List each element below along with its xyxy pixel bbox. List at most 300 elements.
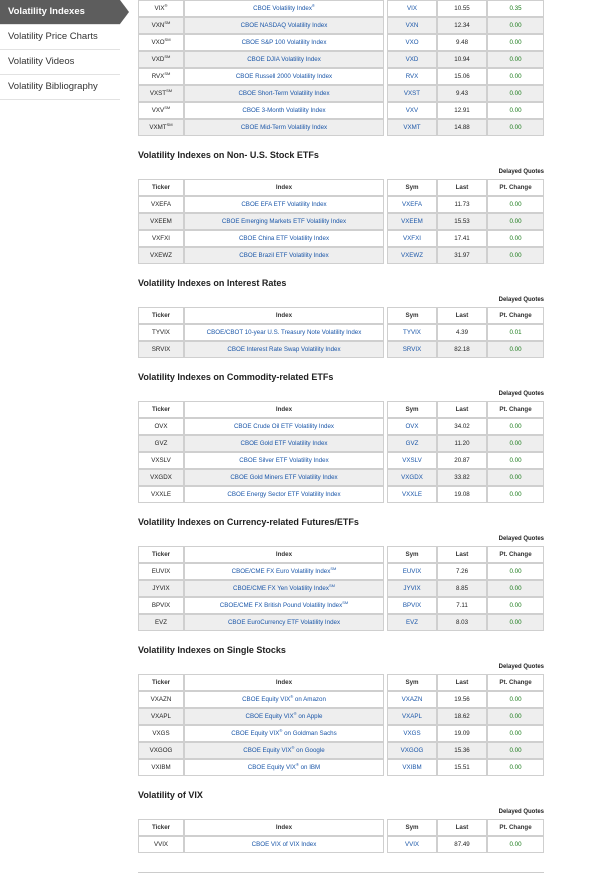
index-name: CBOE China ETF Volatility Index [238, 235, 330, 242]
point-change: 0.00 [487, 102, 544, 119]
ticker-text: TYVIX [152, 329, 170, 336]
index-link[interactable] [184, 435, 384, 452]
point-change: 0.00 [487, 759, 544, 776]
sidebar-item-volatility-bibliography[interactable]: Volatility Bibliography [0, 75, 120, 100]
table-row [138, 213, 544, 230]
col-ticker-header: Ticker [138, 819, 184, 836]
section-table [138, 819, 544, 853]
trademark-mark: ® [311, 2, 315, 8]
trademark-mark: ® [279, 727, 283, 733]
ticker-text: VXMT [149, 124, 167, 131]
index-link[interactable] [184, 486, 384, 503]
table-row [138, 597, 544, 614]
section-title: Volatility Indexes on Non- U.S. Stock ETFs [138, 150, 319, 160]
table-row [138, 341, 544, 358]
point-change: 0.00 [487, 708, 544, 725]
last-price: 15.36 [437, 742, 487, 759]
index-link[interactable] [184, 580, 384, 597]
col-index-header: Index [184, 307, 384, 324]
table-row [138, 34, 544, 51]
point-change: 0.00 [487, 725, 544, 742]
last-price: 17.41 [437, 230, 487, 247]
ticker-cell [138, 435, 184, 452]
index-link[interactable] [184, 196, 384, 213]
ticker-cell [138, 196, 184, 213]
last-price: 14.88 [437, 119, 487, 136]
symbol-link[interactable]: BPVIX [387, 597, 437, 614]
index-link[interactable] [184, 230, 384, 247]
col-last-header: Last [437, 401, 487, 418]
point-change: 0.00 [487, 418, 544, 435]
index-name: CBOE Russell 2000 Volatility Index [235, 73, 333, 80]
last-price: 15.53 [437, 213, 487, 230]
ticker-text: VXIBM [151, 764, 171, 771]
point-change: 0.00 [487, 435, 544, 452]
table-row [138, 230, 544, 247]
quotes-table [138, 546, 544, 631]
last-price: 7.11 [437, 597, 487, 614]
index-link[interactable] [184, 341, 384, 358]
table-header-row [138, 307, 544, 324]
point-change: 0.00 [487, 213, 544, 230]
index-name: CBOE Mid-Term Volatility Index [240, 124, 328, 131]
index-name: CBOE Interest Rate Swap Volatility Index [227, 346, 341, 353]
index-name-suffix: on Amazon [293, 696, 326, 703]
ticker-cell [138, 836, 184, 853]
point-change: 0.00 [487, 247, 544, 264]
section-title: Volatility Indexes on Single Stocks [138, 645, 286, 655]
ticker-text: VXGOG [149, 747, 173, 754]
ticker-cell [138, 469, 184, 486]
table-header-row [138, 179, 544, 196]
index-name: CBOE Gold ETF Volatility Index [240, 440, 328, 447]
quotes-table [138, 307, 544, 358]
ticker-text: VIX [154, 5, 165, 12]
ticker-text: VXN [151, 22, 165, 29]
index-name: CBOE Brazil ETF Volatility Index [239, 252, 329, 259]
ticker-cell [138, 324, 184, 341]
trademark-mark: SM [166, 121, 173, 127]
ticker-text: EUVIX [151, 568, 171, 575]
table-row [138, 469, 544, 486]
index-link[interactable] [184, 418, 384, 435]
ticker-text: OVX [154, 423, 168, 430]
table-row [138, 452, 544, 469]
symbol-link[interactable]: VIX [387, 0, 437, 17]
last-price: 15.51 [437, 759, 487, 776]
index-name: CBOE/CME FX British Pound Volatility Index [219, 602, 343, 609]
ticker-text: VVIX [153, 841, 169, 848]
symbol-link[interactable]: VXN [387, 17, 437, 34]
index-link[interactable] [184, 0, 384, 17]
col-index-header: Index [184, 179, 384, 196]
index-link[interactable] [184, 51, 384, 68]
symbol-link[interactable]: OVX [387, 418, 437, 435]
section-table [138, 674, 544, 776]
point-change: 0.00 [487, 469, 544, 486]
index-link[interactable] [184, 17, 384, 34]
last-price: 34.02 [437, 418, 487, 435]
ticker-text: VXSLV [151, 457, 171, 464]
last-price: 11.73 [437, 196, 487, 213]
index-name: CBOE Volatility Index [253, 5, 312, 12]
index-section [138, 150, 544, 264]
last-price: 31.97 [437, 247, 487, 264]
point-change: 0.00 [487, 17, 544, 34]
index-name-suffix: on Apple [296, 713, 323, 720]
trademark-mark: SM [166, 87, 173, 93]
symbol-link[interactable]: VXD [387, 51, 437, 68]
col-change-header: Pt. Change [487, 674, 544, 691]
index-link[interactable] [184, 85, 384, 102]
col-last-header: Last [437, 179, 487, 196]
ticker-cell [138, 341, 184, 358]
last-price: 8.03 [437, 614, 487, 631]
ticker-text: BPVIX [151, 602, 171, 609]
index-name: CBOE/CBOT 10-year U.S. Treasury Note Volatility Index [206, 329, 362, 336]
table-row [138, 563, 544, 580]
point-change: 0.00 [487, 563, 544, 580]
table-header-row [138, 819, 544, 836]
table-row [138, 708, 544, 725]
table-row [138, 486, 544, 503]
symbol-link[interactable]: VXEWZ [387, 247, 437, 264]
col-change-header: Pt. Change [487, 179, 544, 196]
point-change: 0.00 [487, 230, 544, 247]
ticker-text: VXGS [152, 730, 170, 737]
table-row [138, 691, 544, 708]
ticker-cell [138, 85, 184, 102]
index-link[interactable] [184, 213, 384, 230]
ticker-cell [138, 486, 184, 503]
point-change: 0.00 [487, 452, 544, 469]
col-index-header: Index [184, 546, 384, 563]
index-link[interactable] [184, 247, 384, 264]
index-name: CBOE Gold Miners ETF Volatility Index [230, 474, 338, 481]
table-row [138, 51, 544, 68]
index-section [138, 278, 544, 358]
symbol-link[interactable]: VXGDX [387, 469, 437, 486]
last-price: 19.08 [437, 486, 487, 503]
ticker-cell [138, 614, 184, 631]
index-link[interactable] [184, 708, 384, 725]
index-link[interactable] [184, 119, 384, 136]
symbol-link[interactable]: VXAZN [387, 691, 437, 708]
trademark-mark: SM [164, 36, 171, 42]
ticker-text: VXEWZ [149, 252, 172, 259]
point-change: 0.00 [487, 742, 544, 759]
index-link[interactable] [184, 324, 384, 341]
index-name: CBOE 3-Month Volatility Index [242, 107, 326, 114]
point-change: 0.00 [487, 196, 544, 213]
index-name-suffix: on IBM [298, 764, 321, 771]
index-link[interactable] [184, 68, 384, 85]
section-title: Volatility Indexes on Interest Rates [138, 278, 287, 288]
delayed-quotes-label: Delayed Quotes [498, 391, 544, 397]
index-name: CBOE NASDAQ Volatility Index [240, 22, 328, 29]
index-link[interactable] [184, 691, 384, 708]
point-change: 0.00 [487, 119, 544, 136]
trademark-mark: SM [164, 53, 171, 59]
ticker-cell [138, 580, 184, 597]
col-last-header: Last [437, 674, 487, 691]
ticker-text: VXEFA [151, 201, 171, 208]
index-name: CBOE DJIA Volatility Index [247, 56, 321, 63]
index-link[interactable] [184, 614, 384, 631]
symbol-link[interactable]: RVX [387, 68, 437, 85]
index-name: CBOE VIX of VIX Index [251, 841, 317, 848]
trademark-mark: SM [164, 104, 171, 110]
index-name-suffix: on Google [294, 747, 325, 754]
ticker-text: EVZ [154, 619, 168, 626]
table-row [138, 580, 544, 597]
col-index-header: Index [184, 674, 384, 691]
table-header-row [138, 546, 544, 563]
symbol-link[interactable]: VXST [387, 85, 437, 102]
col-sym-header: Sym [387, 401, 437, 418]
ticker-cell [138, 102, 184, 119]
ticker-text: VXD [151, 56, 165, 63]
trademark-mark: ® [293, 710, 297, 716]
table-row [138, 102, 544, 119]
last-price: 33.82 [437, 469, 487, 486]
col-change-header: Pt. Change [487, 307, 544, 324]
index-link[interactable] [184, 759, 384, 776]
ticker-text: JYVIX [152, 585, 170, 592]
point-change: 0.00 [487, 580, 544, 597]
trademark-mark: SM [328, 582, 335, 588]
symbol-link[interactable]: VXEFA [387, 196, 437, 213]
trademark-mark: SM [342, 599, 349, 605]
index-name: CBOE Emerging Markets ETF Volatility Index [221, 218, 347, 225]
ticker-text: SRVIX [151, 346, 171, 353]
last-price: 18.62 [437, 708, 487, 725]
symbol-link[interactable]: VXMT [387, 119, 437, 136]
section-title: Volatility Indexes on Commodity-related ETFs [138, 372, 334, 382]
last-price: 4.39 [437, 324, 487, 341]
point-change: 0.00 [487, 341, 544, 358]
trademark-mark: SM [330, 565, 337, 571]
last-price: 19.09 [437, 725, 487, 742]
col-last-header: Last [437, 307, 487, 324]
last-price: 19.56 [437, 691, 487, 708]
index-name: CBOE Equity VIX [242, 696, 291, 703]
index-link[interactable] [184, 452, 384, 469]
ticker-text: VXST [149, 90, 167, 97]
index-link[interactable] [184, 102, 384, 119]
symbol-link[interactable]: VVIX [387, 836, 437, 853]
ticker-text: VXXLE [151, 491, 171, 498]
col-sym-header: Sym [387, 307, 437, 324]
index-link[interactable] [184, 836, 384, 853]
col-index-header: Index [184, 401, 384, 418]
index-section [138, 645, 544, 776]
index-section [138, 517, 544, 631]
point-change: 0.00 [487, 68, 544, 85]
col-last-header: Last [437, 819, 487, 836]
index-section [138, 372, 544, 503]
ticker-text: VXAZN [150, 696, 172, 703]
index-name: CBOE Crude Oil ETF Volatility Index [233, 423, 335, 430]
quotes-table [138, 674, 544, 776]
sidebar-item-volatility-price-charts[interactable]: Volatility Price Charts [0, 25, 120, 50]
ticker-cell [138, 0, 184, 17]
index-link[interactable] [184, 469, 384, 486]
col-sym-header: Sym [387, 546, 437, 563]
quotes-table [138, 0, 544, 136]
table-row [138, 17, 544, 34]
symbol-link[interactable]: VXSLV [387, 452, 437, 469]
col-index-header: Index [184, 819, 384, 836]
delayed-quotes-label: Delayed Quotes [498, 664, 544, 670]
trademark-mark: ® [291, 744, 295, 750]
ticker-cell [138, 34, 184, 51]
ticker-text: VXO [151, 39, 165, 46]
symbol-link[interactable]: JYVIX [387, 580, 437, 597]
ticker-cell [138, 418, 184, 435]
point-change: 0.00 [487, 691, 544, 708]
table-row [138, 247, 544, 264]
col-ticker-header: Ticker [138, 401, 184, 418]
trademark-mark: ® [295, 761, 299, 767]
symbol-link[interactable]: VXXLE [387, 486, 437, 503]
symbol-link[interactable]: VXGOG [387, 742, 437, 759]
table-row [138, 614, 544, 631]
point-change: 0.00 [487, 836, 544, 853]
ticker-cell [138, 691, 184, 708]
point-change: 0.00 [487, 51, 544, 68]
ticker-cell [138, 725, 184, 742]
last-price: 8.85 [437, 580, 487, 597]
point-change: 0.35 [487, 0, 544, 17]
trademark-mark: SM [164, 19, 171, 25]
index-name: CBOE S&P 100 Volatility Index [241, 39, 327, 46]
symbol-link[interactable]: GVZ [387, 435, 437, 452]
symbol-link[interactable]: VXIBM [387, 759, 437, 776]
table-header-row [138, 674, 544, 691]
section-table [138, 179, 544, 264]
ticker-cell [138, 17, 184, 34]
section-table [138, 401, 544, 503]
point-change: 0.00 [487, 614, 544, 631]
symbol-link[interactable]: VXGS [387, 725, 437, 742]
symbol-link[interactable]: VXEEM [387, 213, 437, 230]
last-price: 9.48 [437, 34, 487, 51]
ticker-cell [138, 708, 184, 725]
table-row [138, 85, 544, 102]
index-link[interactable] [184, 563, 384, 580]
ticker-cell [138, 759, 184, 776]
point-change: 0.00 [487, 597, 544, 614]
ticker-cell [138, 213, 184, 230]
table-row [138, 119, 544, 136]
symbol-link[interactable]: VXV [387, 102, 437, 119]
ticker-text: VXEEM [150, 218, 172, 225]
ticker-cell [138, 247, 184, 264]
index-name: CBOE Equity VIX [243, 747, 292, 754]
trademark-mark: SM [164, 70, 171, 76]
index-link[interactable] [184, 597, 384, 614]
table-row [138, 759, 544, 776]
last-price: 20.87 [437, 452, 487, 469]
symbol-link[interactable]: EUVIX [387, 563, 437, 580]
bottom-divider [138, 872, 544, 873]
section-title: Volatility Indexes on Currency-related Futures/ETFs [138, 517, 359, 527]
ticker-text: VXAPL [151, 713, 171, 720]
col-change-header: Pt. Change [487, 546, 544, 563]
quotes-table [138, 401, 544, 503]
col-sym-header: Sym [387, 819, 437, 836]
index-link[interactable] [184, 34, 384, 51]
table-row [138, 418, 544, 435]
index-link[interactable] [184, 742, 384, 759]
table-row [138, 196, 544, 213]
delayed-quotes-label: Delayed Quotes [498, 297, 544, 303]
last-price: 7.26 [437, 563, 487, 580]
trademark-mark: ® [164, 2, 168, 8]
symbol-link[interactable]: VXO [387, 34, 437, 51]
sidebar-item-volatility-videos[interactable]: Volatility Videos [0, 50, 120, 75]
ticker-cell [138, 452, 184, 469]
symbol-link[interactable]: EVZ [387, 614, 437, 631]
table-row [138, 68, 544, 85]
delayed-quotes-label: Delayed Quotes [498, 536, 544, 542]
index-name: CBOE EuroCurrency ETF Volatility Index [227, 619, 341, 626]
symbol-link[interactable]: VXAPL [387, 708, 437, 725]
main-indexes-table [138, 0, 544, 136]
index-name: CBOE Energy Sector ETF Volatility Index [227, 491, 341, 498]
ticker-text: GVZ [154, 440, 168, 447]
sidebar-item-volatility-indexes[interactable]: Volatility Indexes [0, 0, 120, 25]
col-ticker-header: Ticker [138, 307, 184, 324]
ticker-text: VXV [151, 107, 165, 114]
main-content [138, 0, 544, 861]
point-change: 0.00 [487, 486, 544, 503]
quotes-table [138, 819, 544, 853]
symbol-link[interactable]: SRVIX [387, 341, 437, 358]
table-row [138, 725, 544, 742]
index-name: CBOE/CME FX Yen Volatility Index [233, 585, 329, 592]
trademark-mark: ® [290, 693, 294, 699]
last-price: 10.94 [437, 51, 487, 68]
symbol-link[interactable]: TYVIX [387, 324, 437, 341]
ticker-cell [138, 51, 184, 68]
table-row [138, 742, 544, 759]
table-row [138, 836, 544, 853]
ticker-cell [138, 68, 184, 85]
index-name: CBOE Equity VIX [245, 713, 294, 720]
ticker-text: VXFXI [152, 235, 170, 242]
last-price: 9.43 [437, 85, 487, 102]
table-header-row [138, 401, 544, 418]
ticker-cell [138, 597, 184, 614]
index-name: CBOE Equity VIX [231, 730, 280, 737]
delayed-quotes-label: Delayed Quotes [498, 809, 544, 815]
col-sym-header: Sym [387, 179, 437, 196]
ticker-cell [138, 119, 184, 136]
col-change-header: Pt. Change [487, 819, 544, 836]
index-name: CBOE Short-Term Volatility Index [238, 90, 330, 97]
index-name-suffix: on Goldman Sachs [282, 730, 337, 737]
section-table [138, 546, 544, 631]
index-link[interactable] [184, 725, 384, 742]
ticker-cell [138, 563, 184, 580]
quotes-table [138, 179, 544, 264]
last-price: 82.18 [437, 341, 487, 358]
table-row [138, 435, 544, 452]
symbol-link[interactable]: VXFXI [387, 230, 437, 247]
last-price: 12.34 [437, 17, 487, 34]
